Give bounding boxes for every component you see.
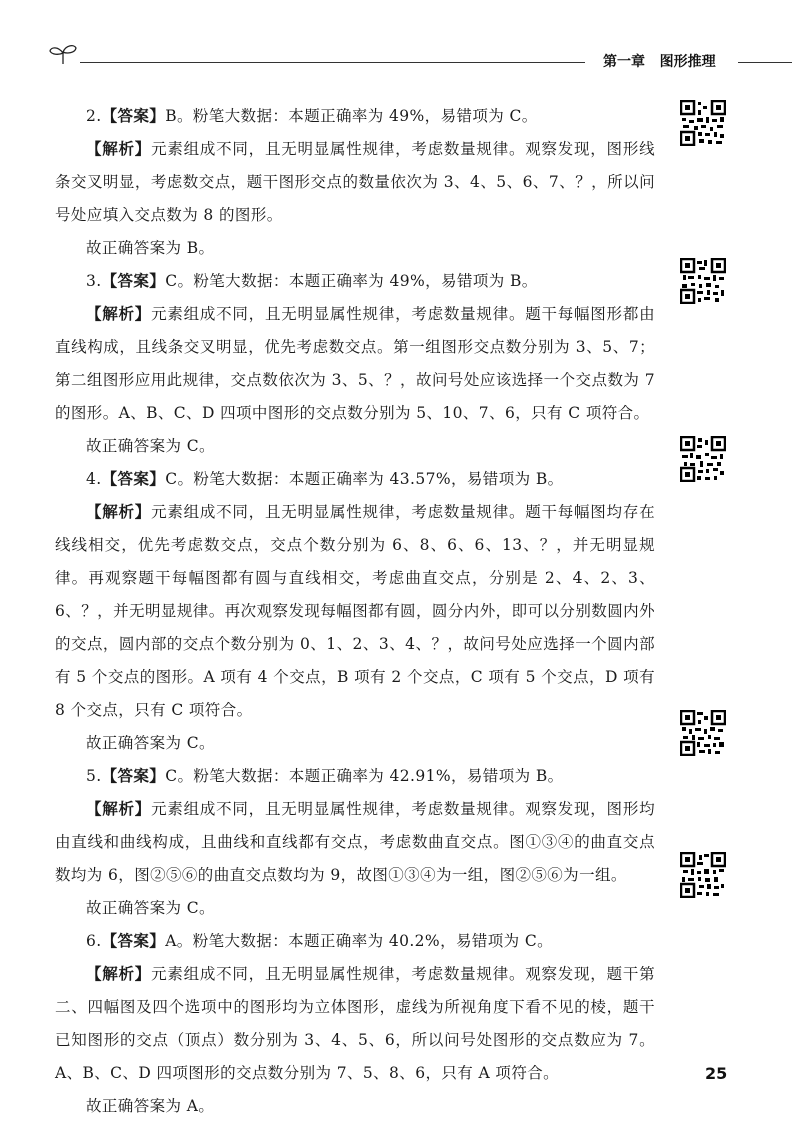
analysis-text: 元素组成不同，且无明显属性规律，考虑数量规律。观察发现，题干第二、四幅图及四个选项中的图形均为立体图形，虚线为所视角度下看不见的棱，题干已知图形的交点（顶点）数分别为 3、4、5、6，所以问号处图形的交点数应为 7。A、B、C、D 四项图形的交点数分别为 7、5、8、6，只有 A 项符合。 [55, 965, 655, 1082]
qr-code-icon [680, 258, 726, 304]
analysis-tag: 【解析】 [86, 140, 152, 158]
answer-content [55, 100, 655, 1123]
question-number: 5. [86, 767, 102, 785]
answer-tag: 【答案】 [101, 107, 166, 125]
answer-text: A。粉笔大数据：本题正确率为 40.2%，易错项为 C。 [165, 932, 554, 950]
question-number: 2. [86, 107, 102, 125]
qr-code-icon [680, 436, 726, 482]
answer-item [55, 100, 655, 265]
header-rule-right [738, 62, 792, 63]
answer-line [55, 760, 655, 793]
answer-line [55, 925, 655, 958]
answer-item [55, 463, 655, 760]
analysis-paragraph [55, 298, 655, 430]
answer-tag: 【答案】 [101, 470, 166, 488]
conclusion-text: 故正确答案为 C。 [86, 899, 215, 917]
page-header [0, 0, 800, 80]
answer-text: C。粉笔大数据：本题正确率为 42.91%，易错项为 B。 [165, 767, 564, 785]
analysis-tag: 【解析】 [86, 305, 152, 323]
analysis-paragraph [55, 496, 655, 727]
answer-item [55, 925, 655, 1123]
analysis-tag: 【解析】 [86, 965, 152, 983]
analysis-paragraph [55, 133, 655, 232]
answer-text: C。粉笔大数据：本题正确率为 49%，易错项为 B。 [165, 272, 538, 290]
conclusion-text: 故正确答案为 C。 [86, 734, 215, 752]
answer-line [55, 265, 655, 298]
conclusion-text: 故正确答案为 B。 [86, 239, 215, 257]
conclusion-text: 故正确答案为 A。 [86, 1097, 215, 1115]
analysis-paragraph [55, 793, 655, 892]
qr-code-icon [680, 710, 726, 756]
question-number: 4. [86, 470, 102, 488]
conclusion-text: 故正确答案为 C。 [86, 437, 215, 455]
answer-line [55, 463, 655, 496]
answer-tag: 【答案】 [101, 932, 166, 950]
answer-tag: 【答案】 [101, 767, 166, 785]
qr-code-icon [680, 852, 726, 898]
header-rule-left [80, 62, 585, 63]
answer-text: B。粉笔大数据：本题正确率为 49%，易错项为 C。 [165, 107, 538, 125]
analysis-text: 元素组成不同，且无明显属性规律，考虑数量规律。题干每幅图均存在线线相交，优先考虑数交点，交点个数分别为 6、8、6、6、13、？，并无明显规律。再观察题干每幅图都有圆与直线相交，考虑曲直交点，分别是 2、4、2、3、6、？，并无明显规律。再次观察发现每幅图都有圆，圆分内外，即可以分别数圆内外的交点，圆内部的交点个数分别为 0、1、2、3、4、？，故问号处应选择一个圆内部有 5 个交点的图形。A 项有 4 个交点，B 项有 2 个交点，C 项有 5 个交点，D 项有 8 个交点，只有 C 项符合。 [55, 503, 655, 719]
answer-item [55, 265, 655, 463]
chapter-title: 图形推理 [659, 54, 716, 70]
answer-item [55, 760, 655, 925]
question-number: 3. [86, 272, 102, 290]
analysis-text: 元素组成不同，且无明显属性规律，考虑数量规律。题干每幅图形都由直线构成，且线条交叉明显，优先考虑数交点。第一组图形交点数分别为 3、5、7；第二组图形应用此规律，交点数依次为 3、5、？，故问号处应该选择一个交点数为 7 的图形。A、B、C、D 四项中图形的交点数分别为 5、10、7、6，只有 C 项符合。 [55, 305, 655, 422]
analysis-text: 元素组成不同，且无明显属性规律，考虑数量规律。观察发现，图形线条交叉明显，考虑数交点，题干图形交点的数量依次为 3、4、5、6、7、？，所以问号处应填入交点数为 8 的图形。 [55, 140, 655, 224]
qr-code-icon [680, 100, 726, 146]
analysis-text: 元素组成不同，且无明显属性规律，考虑数量规律。观察发现，图形均由直线和曲线构成，且曲线和直线都有交点，考虑数曲直交点。图①③④的曲直交点数均为 6，图②⑤⑥的曲直交点数均为 9，故图①③④为一组，图②⑤⑥为一组。 [55, 800, 655, 884]
analysis-tag: 【解析】 [86, 503, 152, 521]
page-number: 25 [705, 1064, 728, 1083]
analysis-paragraph [55, 958, 655, 1090]
answer-line [55, 100, 655, 133]
chapter-number: 第一章 [603, 54, 645, 70]
answer-text: C。粉笔大数据：本题正确率为 43.57%，易错项为 B。 [165, 470, 564, 488]
analysis-tag: 【解析】 [86, 800, 152, 818]
answer-tag: 【答案】 [101, 272, 166, 290]
question-number: 6. [86, 932, 102, 950]
sprout-logo-icon [48, 42, 78, 66]
chapter-heading [603, 51, 716, 71]
